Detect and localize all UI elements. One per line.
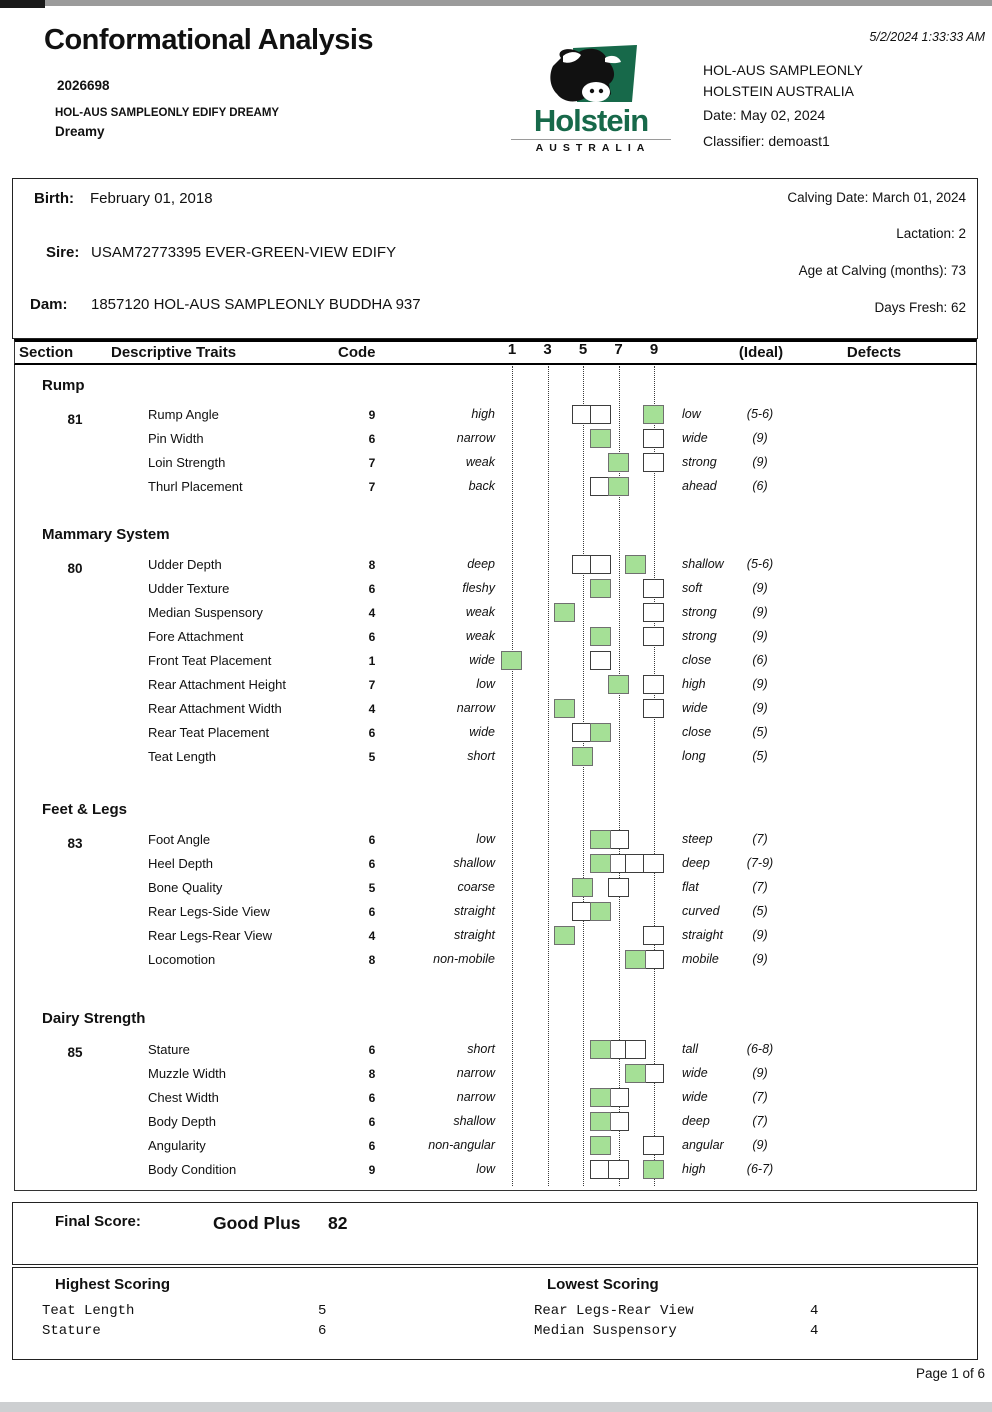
ideal-box-white (643, 627, 664, 646)
summary-trait: Rear Legs-Rear View (534, 1303, 694, 1319)
trait-code: 6 (368, 1043, 376, 1057)
trait-ideal-value: (5) (752, 725, 768, 739)
trait-ideal-value: (9) (752, 605, 768, 619)
trait-ideal-value: (7-9) (746, 856, 774, 870)
col-header-code: Code (338, 344, 376, 361)
trait-high-label: wide (682, 431, 708, 445)
score-box-green (572, 878, 593, 897)
trait-high-label: deep (682, 856, 710, 870)
header-right-line: HOLSTEIN AUSTRALIA (703, 83, 854, 99)
trait-high-label: steep (682, 832, 713, 846)
scale-dotted-line (548, 366, 549, 1186)
calving-info-line: Lactation: 2 (896, 226, 966, 241)
trait-code: 7 (368, 456, 376, 470)
trait-ideal-value: (9) (752, 677, 768, 691)
trait-low-label: narrow (456, 1066, 495, 1080)
highest-scoring-title: Highest Scoring (55, 1276, 171, 1293)
ideal-box-white (608, 1160, 629, 1179)
score-box-green (554, 603, 575, 622)
trait-high-label: straight (682, 928, 723, 942)
animal-short-name: Dreamy (55, 124, 105, 139)
trait-ideal-value: (9) (752, 928, 768, 942)
summary-value: 5 (318, 1303, 327, 1319)
cow-head-icon (539, 44, 643, 106)
trait-high-label: strong (682, 605, 717, 619)
trait-name: Stature (148, 1042, 190, 1057)
col-header-ideal: (Ideal) (738, 344, 784, 361)
trait-low-label: non-mobile (433, 952, 495, 966)
trait-code: 4 (368, 606, 376, 620)
trait-ideal-value: (5) (752, 749, 768, 763)
trait-low-label: non-angular (428, 1138, 495, 1152)
page-number: Page 1 of 6 (915, 1366, 985, 1381)
ideal-box-white (590, 651, 611, 670)
header-right-line: Classifier: demoast1 (703, 133, 830, 149)
final-score-value: 82 (328, 1213, 348, 1233)
trait-low-label: short (467, 1042, 495, 1056)
score-box-green (590, 1136, 611, 1155)
bottom-edge-gray-bar (0, 1402, 992, 1412)
trait-name: Locomotion (148, 952, 216, 967)
trait-code: 6 (368, 582, 376, 596)
scoring-summary-box (12, 1267, 978, 1360)
trait-low-label: straight (454, 928, 495, 942)
trait-code: 9 (368, 408, 376, 422)
trait-code: 9 (368, 1163, 376, 1177)
trait-ideal-value: (9) (752, 581, 768, 595)
score-box-green (625, 950, 646, 969)
header-right-line: Date: May 02, 2024 (703, 107, 826, 123)
trait-high-label: close (682, 653, 712, 667)
trait-name: Rear Attachment Width (148, 701, 282, 716)
trait-name: Udder Depth (148, 557, 222, 572)
trait-low-label: wide (469, 653, 495, 667)
final-score-classification: Good Plus (213, 1213, 301, 1233)
trait-high-label: low (682, 407, 701, 421)
scale-dotted-line (512, 366, 513, 1186)
trait-code: 6 (368, 833, 376, 847)
birth-value: February 01, 2018 (90, 190, 213, 207)
trait-high-label: strong (682, 629, 717, 643)
scale-tick-label: 5 (578, 341, 588, 358)
score-box-green (590, 429, 611, 448)
score-box-green (590, 627, 611, 646)
trait-ideal-value: (7) (752, 1114, 768, 1128)
score-box-green (590, 854, 611, 873)
trait-high-label: close (682, 725, 712, 739)
calving-info-line: Calving Date: March 01, 2024 (787, 190, 966, 205)
score-box-green (590, 902, 611, 921)
section-heading: Dairy Strength (42, 1010, 146, 1027)
trait-code: 6 (368, 726, 376, 740)
scale-tick-label: 1 (507, 341, 517, 358)
score-box-green (590, 723, 611, 742)
trait-code: 6 (368, 905, 376, 919)
holstein-australia-logo (505, 44, 677, 154)
ideal-box-white (643, 699, 664, 718)
score-box-green (643, 405, 664, 424)
trait-high-label: wide (682, 1066, 708, 1080)
trait-low-label: low (476, 677, 495, 691)
animal-full-name: HOL-AUS SAMPLEONLY EDIFY DREAMY (55, 107, 280, 119)
trait-name: Median Suspensory (148, 605, 263, 620)
score-box-green (590, 1112, 611, 1131)
trait-name: Rear Legs-Rear View (148, 928, 273, 943)
trait-low-label: high (471, 407, 495, 421)
trait-low-label: shallow (453, 856, 495, 870)
trait-ideal-value: (6-7) (746, 1162, 774, 1176)
score-box-green (643, 1160, 664, 1179)
summary-value: 4 (810, 1303, 819, 1319)
trait-name: Front Teat Placement (148, 653, 272, 668)
dam-value: 1857120 HOL-AUS SAMPLEONLY BUDDHA 937 (91, 296, 421, 313)
trait-name: Rump Angle (148, 407, 219, 422)
score-box-green (590, 1088, 611, 1107)
score-box-green (590, 830, 611, 849)
trait-low-label: coarse (457, 880, 495, 894)
page-title: Conformational Analysis (44, 24, 374, 56)
ideal-box-white (590, 555, 611, 574)
trait-code: 6 (368, 857, 376, 871)
score-box-green (590, 1040, 611, 1059)
trait-ideal-value: (9) (752, 455, 768, 469)
ideal-box-white (590, 405, 611, 424)
trait-high-label: shallow (682, 557, 724, 571)
trait-high-label: wide (682, 1090, 708, 1104)
trait-high-label: wide (682, 701, 708, 715)
score-box-green (554, 926, 575, 945)
score-box-green (625, 555, 646, 574)
trait-code: 1 (368, 654, 376, 668)
trait-code: 5 (368, 750, 376, 764)
birth-label: Birth: (34, 190, 74, 207)
trait-name: Rear Attachment Height (148, 677, 287, 692)
animal-id: 2026698 (57, 78, 110, 93)
score-box-green (608, 675, 629, 694)
trait-name: Bone Quality (148, 880, 223, 895)
trait-high-label: curved (682, 904, 720, 918)
summary-trait: Stature (42, 1323, 101, 1339)
score-box-green (608, 477, 629, 496)
ideal-box-white (643, 926, 664, 945)
logo-sub-text: AUSTRALIA (535, 142, 651, 154)
top-edge-gray-bar (45, 0, 992, 6)
trait-high-label: long (682, 749, 706, 763)
trait-name: Muzzle Width (148, 1066, 227, 1081)
trait-code: 8 (368, 558, 376, 572)
trait-low-label: short (467, 749, 495, 763)
trait-low-label: shallow (453, 1114, 495, 1128)
trait-name: Rear Teat Placement (148, 725, 270, 740)
final-score-box (12, 1202, 978, 1265)
summary-trait: Median Suspensory (534, 1323, 677, 1339)
trait-ideal-value: (7) (752, 880, 768, 894)
summary-value: 4 (810, 1323, 819, 1339)
trait-name: Angularity (148, 1138, 206, 1153)
trait-low-label: weak (465, 455, 495, 469)
trait-name: Foot Angle (148, 832, 211, 847)
trait-ideal-value: (9) (752, 1066, 768, 1080)
trait-high-label: high (682, 1162, 706, 1176)
trait-code: 6 (368, 1139, 376, 1153)
trait-name: Pin Width (148, 431, 204, 446)
trait-high-label: ahead (682, 479, 717, 493)
dam-label: Dam: (30, 296, 68, 313)
trait-ideal-value: (6-8) (746, 1042, 774, 1056)
trait-code: 7 (368, 678, 376, 692)
trait-low-label: fleshy (462, 581, 495, 595)
trait-code: 7 (368, 480, 376, 494)
logo-rule (511, 139, 671, 140)
section-score: 81 (67, 412, 83, 427)
trait-name: Rear Legs-Side View (148, 904, 270, 919)
ideal-box-white (643, 1136, 664, 1155)
scale-dotted-line (654, 366, 655, 1186)
trait-low-label: weak (465, 629, 495, 643)
score-box-green (501, 651, 522, 670)
summary-trait: Teat Length (42, 1303, 135, 1319)
ideal-box-white (625, 1040, 646, 1059)
trait-low-label: deep (467, 557, 495, 571)
trait-high-label: mobile (682, 952, 719, 966)
trait-high-label: flat (682, 880, 699, 894)
trait-high-label: tall (682, 1042, 698, 1056)
section-score: 83 (67, 836, 83, 851)
trait-ideal-value: (6) (752, 479, 768, 493)
trait-high-label: strong (682, 455, 717, 469)
trait-high-label: deep (682, 1114, 710, 1128)
trait-high-label: angular (682, 1138, 724, 1152)
ideal-box-white (643, 579, 664, 598)
trait-ideal-value: (6) (752, 653, 768, 667)
scale-dotted-line (583, 366, 584, 1186)
ideal-box-white (608, 878, 629, 897)
sire-label: Sire: (46, 244, 80, 261)
trait-name: Body Condition (148, 1162, 237, 1177)
score-box-green (572, 747, 593, 766)
trait-low-label: back (468, 479, 495, 493)
trait-low-label: narrow (456, 431, 495, 445)
trait-code: 8 (368, 1067, 376, 1081)
trait-high-label: high (682, 677, 706, 691)
trait-code: 4 (368, 702, 376, 716)
trait-name: Fore Attachment (148, 629, 244, 644)
trait-ideal-value: (9) (752, 1138, 768, 1152)
ideal-box-white (643, 854, 664, 873)
final-score-label: Final Score: (55, 1213, 141, 1230)
scale-tick-label: 7 (614, 341, 623, 358)
trait-name: Thurl Placement (148, 479, 243, 494)
top-edge-black-bar (0, 0, 45, 8)
table-header-bar (14, 339, 977, 365)
scale-tick-label: 9 (649, 341, 659, 358)
trait-code: 5 (368, 881, 376, 895)
trait-name: Loin Strength (148, 455, 226, 470)
trait-low-label: wide (469, 725, 495, 739)
score-box-green (554, 699, 575, 718)
header-right-line: HOL-AUS SAMPLEONLY (703, 62, 864, 78)
score-box-green (625, 1064, 646, 1083)
trait-ideal-value: (9) (752, 629, 768, 643)
trait-code: 6 (368, 432, 376, 446)
logo-brand-text: Holstein (533, 103, 649, 138)
trait-ideal-value: (5) (752, 904, 768, 918)
ideal-box-white (643, 603, 664, 622)
trait-code: 8 (368, 953, 376, 967)
trait-low-label: weak (465, 605, 495, 619)
ideal-box-white (643, 453, 664, 472)
trait-code: 6 (368, 1115, 376, 1129)
trait-ideal-value: (9) (752, 952, 768, 966)
trait-low-label: narrow (456, 701, 495, 715)
trait-high-label: soft (682, 581, 703, 595)
trait-low-label: low (476, 832, 495, 846)
trait-code: 6 (368, 630, 376, 644)
trait-low-label: narrow (456, 1090, 495, 1104)
sire-value: USAM72773395 EVER-GREEN-VIEW EDIFY (91, 244, 397, 261)
score-box-green (590, 579, 611, 598)
trait-low-label: straight (454, 904, 495, 918)
trait-low-label: low (476, 1162, 495, 1176)
section-score: 80 (67, 561, 83, 576)
trait-name: Udder Texture (148, 581, 230, 596)
lowest-scoring-title: Lowest Scoring (547, 1276, 659, 1293)
trait-name: Teat Length (148, 749, 216, 764)
trait-code: 4 (368, 929, 376, 943)
trait-name: Heel Depth (148, 856, 214, 871)
score-box-green (608, 453, 629, 472)
col-header-traits: Descriptive Traits (111, 344, 237, 361)
summary-value: 6 (318, 1323, 327, 1339)
section-heading: Mammary System (42, 526, 170, 543)
trait-ideal-value: (7) (752, 1090, 768, 1104)
scale-tick-label: 3 (543, 341, 552, 358)
section-score: 85 (67, 1045, 83, 1060)
trait-ideal-value: (9) (752, 701, 768, 715)
section-heading: Rump (42, 377, 85, 394)
calving-info-line: Days Fresh: 62 (874, 300, 966, 315)
trait-ideal-value: (5-6) (746, 557, 774, 571)
ideal-box-white (643, 429, 664, 448)
col-header-defects: Defects (846, 344, 902, 361)
trait-name: Chest Width (148, 1090, 219, 1105)
trait-name: Body Depth (148, 1114, 216, 1129)
print-timestamp: 5/2/2024 1:33:33 AM (869, 30, 985, 44)
trait-ideal-value: (5-6) (746, 407, 774, 421)
trait-code: 6 (368, 1091, 376, 1105)
col-header-section: Section (19, 344, 74, 361)
trait-ideal-value: (9) (752, 431, 768, 445)
ideal-box-white (643, 675, 664, 694)
calving-info-line: Age at Calving (months): 73 (798, 263, 966, 278)
section-heading: Feet & Legs (42, 801, 128, 818)
trait-ideal-value: (7) (752, 832, 768, 846)
